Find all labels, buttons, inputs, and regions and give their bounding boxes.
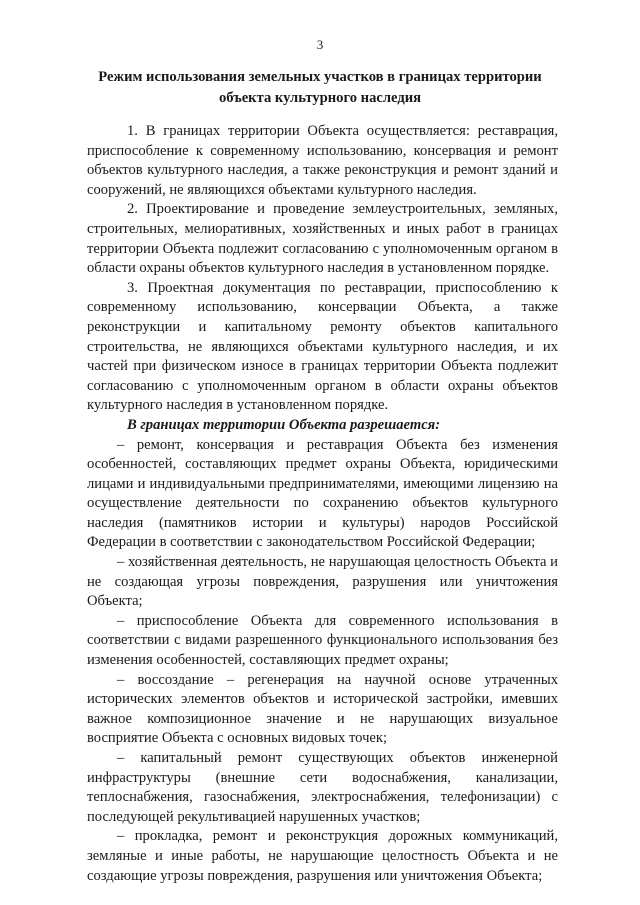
allowed-item-5: – капитальный ремонт существующих объектов инженерной инфраструктуры (внешние сети водоснабжения, канализации, теплоснабжения, газоснабжения, электроснабжения, телефонизации) с последующей рекультивацией нарушенных участков;	[87, 750, 558, 825]
allowed-item-2: – хозяйственная деятельность, не нарушающая целостность Объекта и не создающая угрозы повреждения, разрушения или уничтожения Объекта;	[87, 554, 558, 610]
page-number: 3	[316, 37, 324, 52]
allowed-item-4: – воссоздание – регенерация на научной основе утраченных исторических элементов объектов и исторической застройки, имевших важное композиционное значение и не нарушающих визуальное восприятие Объекта с основных видовых точек;	[87, 671, 558, 747]
section-title	[0, 67, 640, 109]
paragraph-1: 1. В границах территории Объекта осуществляется: реставрация, приспособление к современному использованию, консервация и ремонт объектов культурного наследия, а также реконструкция и ремонт зданий и сооружений, не являющихся объектами культурного наследия.	[87, 123, 558, 198]
allowed-item-6: – прокладка, ремонт и реконструкция дорожных коммуникаций, земляные и иные работы, не нарушающие целостность Объекта и не создающие угрозы повреждения, разрушения или уничтожения Объекта;	[87, 828, 558, 884]
allowed-heading: В границах территории Объекта разрешается:	[127, 416, 441, 433]
section-title-line-1: Режим использования земельных участков в границах территории	[98, 69, 542, 85]
allowed-item-1: – ремонт, консервация и реставрация Объекта без изменения особенностей, составляющих предмет охраны Объекта, юридическими лицами и индивидуальными предпринимателями, имеющими лицензию на осуществление деятельности по сохранению объектов культурного наследия (памятников истории и культуры) народов Российской Федерации в соответствии с законодательством Российской Федерации;	[87, 436, 558, 551]
allowed-item-3: – приспособление Объекта для современного использования в соответствии с видами разрешенного функционального использования без изменения особенностей, составляющих предмет охраны;	[87, 612, 558, 669]
section-title-line-2: объекта культурного наследия	[218, 90, 422, 106]
paragraph-3: 3. Проектная документация по реставрации, приспособлению к современному использованию, консервации Объекта, а также реконструкции и капитальному ремонту объектов капитального строительства, не являющихся объектами культурного наследия, и их частей при физическом износе в границах территории Объекта подлежит согласованию с уполномоченным органом в области охраны объектов культурного наследия в установленном порядке.	[87, 279, 558, 414]
paragraph-2: 2. Проектирование и проведение землеустроительных, земляных, строительных, мелиоративных, хозяйственных и иных работ в границах территории Объекта подлежит согласованию с уполномоченным органом в области охраны объектов культурного наследия в установленном порядке.	[87, 201, 558, 277]
document-body	[87, 122, 558, 886]
